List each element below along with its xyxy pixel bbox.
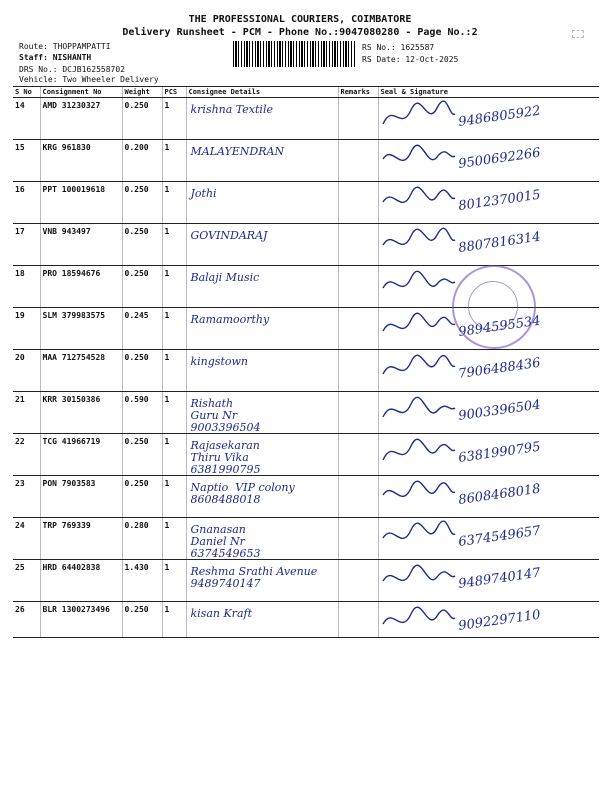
signature-scribble — [379, 476, 594, 516]
seal-signature — [378, 518, 599, 560]
serial-number: 15 — [13, 140, 40, 182]
consignee-details — [186, 308, 338, 350]
consignee-details — [186, 224, 338, 266]
handwritten-phone: 8012370015 — [456, 187, 541, 214]
seal-signature — [378, 182, 599, 224]
consignee-details — [186, 266, 338, 308]
signature-scribble — [379, 98, 594, 138]
consignment-number: PRO 18594676 — [40, 266, 122, 308]
consignment-number: SLM 379983575 — [40, 308, 122, 350]
weight: 0.250 — [122, 182, 162, 224]
handwritten-phone: 9486805922 — [456, 103, 541, 130]
weight: 0.250 — [122, 266, 162, 308]
consignment-number: MAA 712754528 — [40, 350, 122, 392]
remarks — [338, 224, 378, 266]
table-row — [13, 224, 599, 266]
runsheet-subtitle: Delivery Runsheet - PCM - Phone No.:9047080280 - Page No.:2 — [122, 27, 478, 38]
pieces: 1 — [162, 518, 186, 560]
column-header: Remarks — [338, 87, 378, 98]
signature-scribble — [379, 434, 594, 474]
signature-scribble — [379, 392, 594, 432]
weight: 0.250 — [122, 602, 162, 638]
serial-number: 23 — [13, 476, 40, 518]
signature-scribble — [379, 350, 594, 390]
consignment-number: VNB 943497 — [40, 224, 122, 266]
handwritten-phone: 9092297110 — [456, 607, 541, 634]
handwritten-phone: 6381990795 — [456, 439, 541, 466]
handwritten-consignee: kisan Kraft — [190, 607, 252, 620]
rs-number: RS No.: 1625587 — [362, 43, 435, 52]
delivery-stamp — [452, 265, 536, 349]
serial-number: 18 — [13, 266, 40, 308]
page-corner-mark — [572, 30, 584, 38]
pieces: 1 — [162, 560, 186, 602]
weight: 0.200 — [122, 140, 162, 182]
handwritten-consignee: Rajasekaran Thiru Vika 6381990795 — [190, 439, 261, 476]
table-row — [13, 392, 599, 434]
handwritten-phone: 7906488436 — [456, 355, 541, 382]
pieces: 1 — [162, 140, 186, 182]
consignee-details — [186, 560, 338, 602]
column-header: S No — [13, 87, 40, 98]
handwritten-phone: 9894595534 — [456, 313, 541, 340]
column-header: Weight — [122, 87, 162, 98]
serial-number: 19 — [13, 308, 40, 350]
remarks — [338, 434, 378, 476]
consignment-number: PON 7903583 — [40, 476, 122, 518]
column-header: Consignee Details — [186, 87, 338, 98]
seal-signature — [378, 602, 599, 638]
barcode — [233, 41, 355, 67]
serial-number: 24 — [13, 518, 40, 560]
handwritten-consignee: Rishath Guru Nr 9003396504 — [190, 397, 261, 434]
remarks — [338, 140, 378, 182]
seal-signature — [378, 560, 599, 602]
consignment-number: TRP 769339 — [40, 518, 122, 560]
table-row — [13, 518, 599, 560]
handwritten-consignee: Gnanasan Daniel Nr 6374549653 — [190, 523, 261, 560]
weight: 0.250 — [122, 98, 162, 140]
consignment-number: KRR 30150386 — [40, 392, 122, 434]
table-row — [13, 434, 599, 476]
column-header: Seal & Signature — [378, 87, 599, 98]
table-row — [13, 602, 599, 638]
consignee-details — [186, 518, 338, 560]
serial-number: 21 — [13, 392, 40, 434]
pieces: 1 — [162, 182, 186, 224]
seal-signature — [378, 140, 599, 182]
consignment-number: HRD 64402838 — [40, 560, 122, 602]
weight: 0.250 — [122, 224, 162, 266]
pieces: 1 — [162, 350, 186, 392]
handwritten-consignee: Reshma Srathi Avenue 9489740147 — [190, 565, 318, 590]
rs-date: RS Date: 12-Oct-2025 — [362, 55, 459, 64]
consignment-number: AMD 31230327 — [40, 98, 122, 140]
remarks — [338, 518, 378, 560]
pieces: 1 — [162, 476, 186, 518]
handwritten-phone: 6374549657 — [456, 523, 541, 550]
remarks — [338, 266, 378, 308]
pieces: 1 — [162, 224, 186, 266]
runsheet-table — [13, 86, 599, 638]
consignment-number: TCG 41966719 — [40, 434, 122, 476]
handwritten-consignee: Balaji Music — [190, 271, 260, 284]
handwritten-consignee: krishna Textile — [190, 103, 273, 116]
column-header: PCS — [162, 87, 186, 98]
handwritten-phone: 8608468018 — [456, 481, 541, 508]
table-header-row — [13, 87, 599, 98]
drs-label: DRS No.: DCJB162558702 — [19, 65, 125, 74]
company-title: THE PROFESSIONAL COURIERS, COIMBATORE — [188, 14, 412, 25]
column-header: Consignment No — [40, 87, 122, 98]
handwritten-consignee: Ramamoorthy — [190, 313, 270, 326]
consignee-details — [186, 476, 338, 518]
weight: 0.590 — [122, 392, 162, 434]
remarks — [338, 182, 378, 224]
weight: 0.250 — [122, 350, 162, 392]
pieces: 1 — [162, 434, 186, 476]
remarks — [338, 560, 378, 602]
signature-scribble — [379, 518, 594, 558]
seal-signature — [378, 392, 599, 434]
vehicle-label: Vehicle: Two Wheeler Delivery — [19, 75, 159, 84]
table-body — [13, 98, 599, 638]
serial-number: 17 — [13, 224, 40, 266]
signature-scribble — [379, 140, 594, 180]
consignment-number: BLR 1300273496 — [40, 602, 122, 638]
remarks — [338, 392, 378, 434]
seal-signature — [378, 434, 599, 476]
seal-signature — [378, 224, 599, 266]
handwritten-phone: 9500692266 — [456, 145, 541, 172]
staff-label: Staff: NISHANTH — [19, 53, 92, 62]
consignee-details — [186, 434, 338, 476]
weight: 1.430 — [122, 560, 162, 602]
consignment-number: KRG 961830 — [40, 140, 122, 182]
weight: 0.250 — [122, 476, 162, 518]
table-row — [13, 140, 599, 182]
remarks — [338, 602, 378, 638]
signature-scribble — [379, 560, 594, 600]
pieces: 1 — [162, 602, 186, 638]
remarks — [338, 308, 378, 350]
serial-number: 22 — [13, 434, 40, 476]
remarks — [338, 98, 378, 140]
handwritten-consignee: Jothi — [190, 187, 217, 200]
weight: 0.280 — [122, 518, 162, 560]
consignee-details — [186, 392, 338, 434]
signature-scribble — [379, 224, 594, 264]
consignee-details — [186, 98, 338, 140]
table-row — [13, 182, 599, 224]
seal-signature — [378, 98, 599, 140]
consignee-details — [186, 140, 338, 182]
remarks — [338, 350, 378, 392]
table-row — [13, 476, 599, 518]
consignee-details — [186, 602, 338, 638]
consignment-number: PPT 100019618 — [40, 182, 122, 224]
weight: 0.245 — [122, 308, 162, 350]
serial-number: 14 — [13, 98, 40, 140]
pieces: 1 — [162, 266, 186, 308]
handwritten-consignee: MALAYENDRAN — [190, 145, 285, 158]
table-row — [13, 350, 599, 392]
handwritten-phone: 9489740147 — [456, 565, 541, 592]
route-label: Route: THOPPAMPATTI — [19, 42, 111, 51]
pieces: 1 — [162, 98, 186, 140]
table-row — [13, 98, 599, 140]
handwritten-consignee: Naptio VIP colony 8608488018 — [190, 481, 295, 506]
weight: 0.250 — [122, 434, 162, 476]
signature-scribble — [379, 182, 594, 222]
serial-number: 26 — [13, 602, 40, 638]
seal-signature — [378, 476, 599, 518]
pieces: 1 — [162, 392, 186, 434]
handwritten-consignee: kingstown — [190, 355, 248, 368]
serial-number: 20 — [13, 350, 40, 392]
table-row — [13, 560, 599, 602]
signature-scribble — [379, 602, 594, 638]
pieces: 1 — [162, 308, 186, 350]
consignee-details — [186, 350, 338, 392]
seal-signature — [378, 350, 599, 392]
serial-number: 25 — [13, 560, 40, 602]
remarks — [338, 476, 378, 518]
handwritten-phone: 9003396504 — [456, 397, 541, 424]
serial-number: 16 — [13, 182, 40, 224]
handwritten-consignee: GOVINDARAJ — [190, 229, 268, 242]
consignee-details — [186, 182, 338, 224]
handwritten-phone: 8807816314 — [456, 229, 541, 256]
